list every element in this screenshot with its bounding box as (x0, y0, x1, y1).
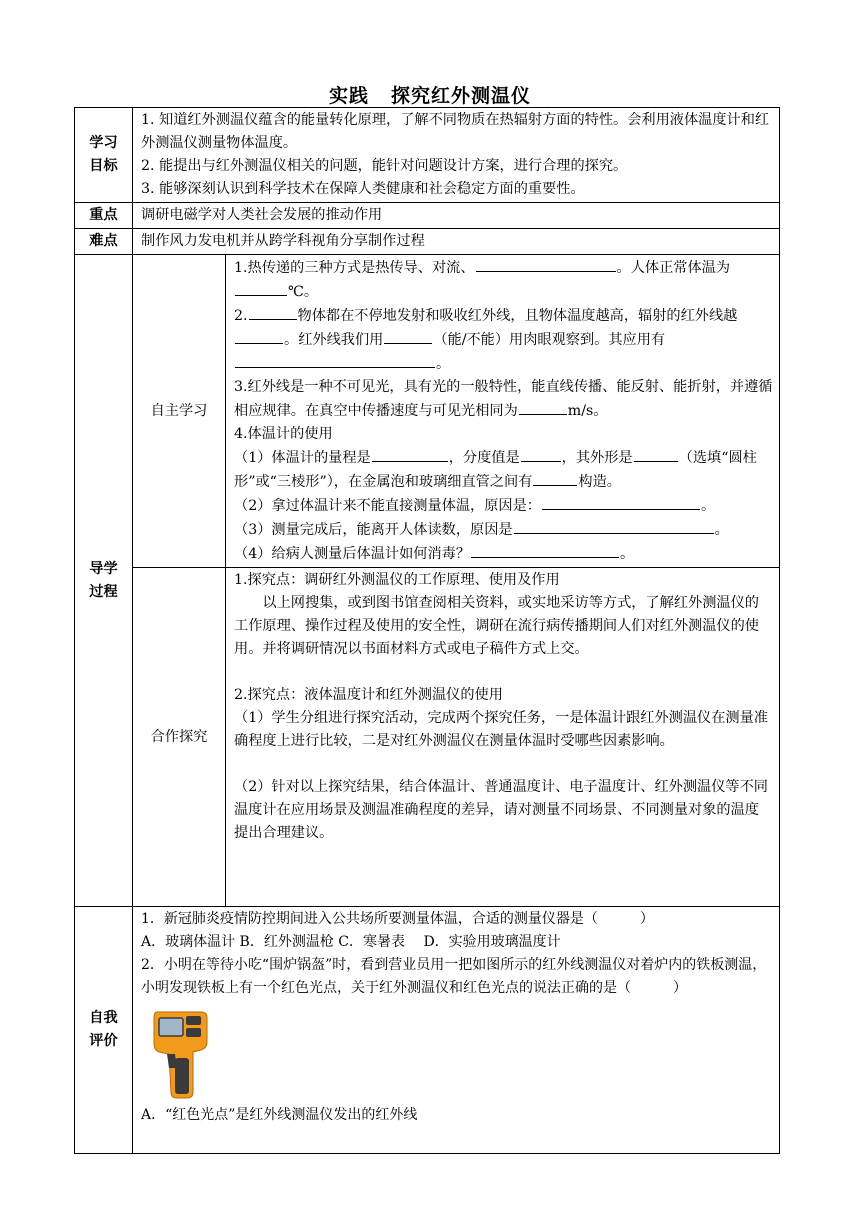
evaluation-content (133, 907, 780, 1154)
self-study-q4: 4.体温计的使用 (234, 426, 333, 442)
coop-row (75, 568, 780, 907)
objective-item: 1. 知道红外测温仪蕴含的能量转化原理，了解不同物质在热辐射方面的特性。会利用液体温度计和红外测温仪测量物体温度。 (141, 112, 770, 151)
answer-blank[interactable] (384, 328, 432, 344)
self-study-q2: 2. 物体都在不停地发射和吸收红外线，且物体温度越高，辐射的红外线越。红外线我们用 （能/不能）用肉眼观察到。其应用有。 (234, 304, 773, 376)
evaluation-label: 自我评价 (75, 907, 133, 1154)
self-study-q4-4: （4）给病人测量后体温计如何消毒？ 。 (234, 542, 773, 566)
self-study-q1: 1.热传递的三种方式是热传导、对流、 。人体正常体温为℃。 (234, 256, 773, 304)
answer-blank[interactable] (542, 494, 700, 510)
eval-q1-options: A．玻璃体温计 B．红外测温枪 C．寒暑表 D．实验用玻璃温度计 (141, 934, 561, 950)
objectives-content (133, 108, 780, 203)
answer-blank[interactable] (634, 446, 678, 462)
title-part1: 实践 (328, 85, 369, 107)
difficulty-text: 制作风力发电机并从跨学科视角分享制作过程 (133, 229, 780, 255)
title-part2: 探究红外测温仪 (391, 85, 532, 107)
answer-blank[interactable] (476, 256, 616, 272)
eval-q1: 1．新冠肺炎疫情防控期间进入公共场所要测量体温，合适的测量仪器是（ ） (141, 911, 654, 927)
self-study-label: 自主学习 (133, 255, 226, 568)
coop-label: 合作探究 (133, 568, 226, 907)
guide-label: 导学过程 (75, 255, 133, 907)
self-study-content (226, 255, 780, 568)
self-study-q4-2: （2）拿过体温计来不能直接测量体温，原因是： 。 (234, 494, 773, 518)
answer-blank[interactable] (235, 280, 287, 296)
self-study-q4-3: （3）测量完成后，能离开人体读数，原因是 。 (234, 518, 773, 542)
objective-item: 2. 能提出与红外测温仪相关的问题，能针对问题设计方案，进行合理的探究。 (141, 158, 628, 174)
answer-blank[interactable] (519, 399, 567, 415)
eval-q2: 2．小明在等待小吃“围炉锅盔”时，看到营业员用一把如图所示的红外线测温仪对着炉内的铁板测温，小明发现铁板上有一个红色光点，关于红外测温仪和红色光点的说法正确的是（ ） (141, 957, 767, 996)
coop-p2-2: （2）针对以上探究结果，结合体温计、普通温度计、电子温度计、红外测温仪等不同温度计在应用场景及测温准确程度的差异，请对测量不同场景、不同测量对象的温度提出合理建议。 (234, 779, 768, 841)
coop-p1-title: 1.探究点：调研红外测温仪的工作原理、使用及作用 (234, 572, 560, 588)
answer-blank[interactable] (514, 518, 714, 534)
self-study-q3: 3.红外线是一种不可见光，具有光的一般特性，能直线传播、能反射、能折射，并遵循相应规律。在真空中传播速度与可见光相同为 m/s。 (234, 379, 773, 419)
objectives-label: 学习目标 (75, 108, 133, 203)
key-point-row (75, 203, 780, 229)
coop-p2-1: （1）学生分组进行探究活动，完成两个探究任务，一是体温计跟红外测温仪在测量准确程度上进行比较，二是对红外测温仪在测量体温时受哪些因素影响。 (234, 710, 768, 749)
answer-blank[interactable] (235, 352, 435, 368)
objective-item: 3. 能够深刻认识到科学技术在保障人类健康和社会稳定方面的重要性。 (141, 181, 585, 197)
coop-p2-title: 2.探究点：液体温度计和红外测温仪的使用 (234, 687, 503, 703)
answer-blank[interactable] (533, 470, 577, 486)
self-study-q4-1: （1）体温计的量程是 ，分度值是 ，其外形是 （选填“圆柱形”或“三棱形”），在金属泡和玻璃细直管之间有 构造。 (234, 446, 773, 494)
infrared-thermometer-image (151, 1008, 211, 1100)
answer-blank[interactable] (235, 328, 283, 344)
answer-blank[interactable] (471, 542, 619, 558)
evaluation-row (75, 907, 780, 1154)
self-study-row (75, 255, 780, 568)
key-point-text: 调研电磁学对人类社会发展的推动作用 (133, 203, 780, 229)
difficulty-label: 难点 (75, 229, 133, 255)
difficulty-row (75, 229, 780, 255)
objectives-row (75, 108, 780, 203)
eval-q2-option-a: A．“红色光点”是红外线测温仪发出的红外线 (141, 1107, 418, 1123)
key-point-label: 重点 (75, 203, 133, 229)
coop-p1-body: 以上网搜集，或到图书馆查阅相关资料，或实地采访等方式，了解红外测温仪的工作原理、操作过程及使用的安全性，调研在流行病传播期间人们对红外测温仪的使用。并将调研情况以书面材料方式或电子稿件方式上交。 (234, 595, 759, 657)
page-title (0, 81, 860, 108)
lesson-table (74, 107, 780, 1154)
answer-blank[interactable] (521, 446, 561, 462)
answer-blank[interactable] (372, 446, 448, 462)
coop-content (226, 568, 780, 907)
answer-blank[interactable] (249, 304, 297, 320)
